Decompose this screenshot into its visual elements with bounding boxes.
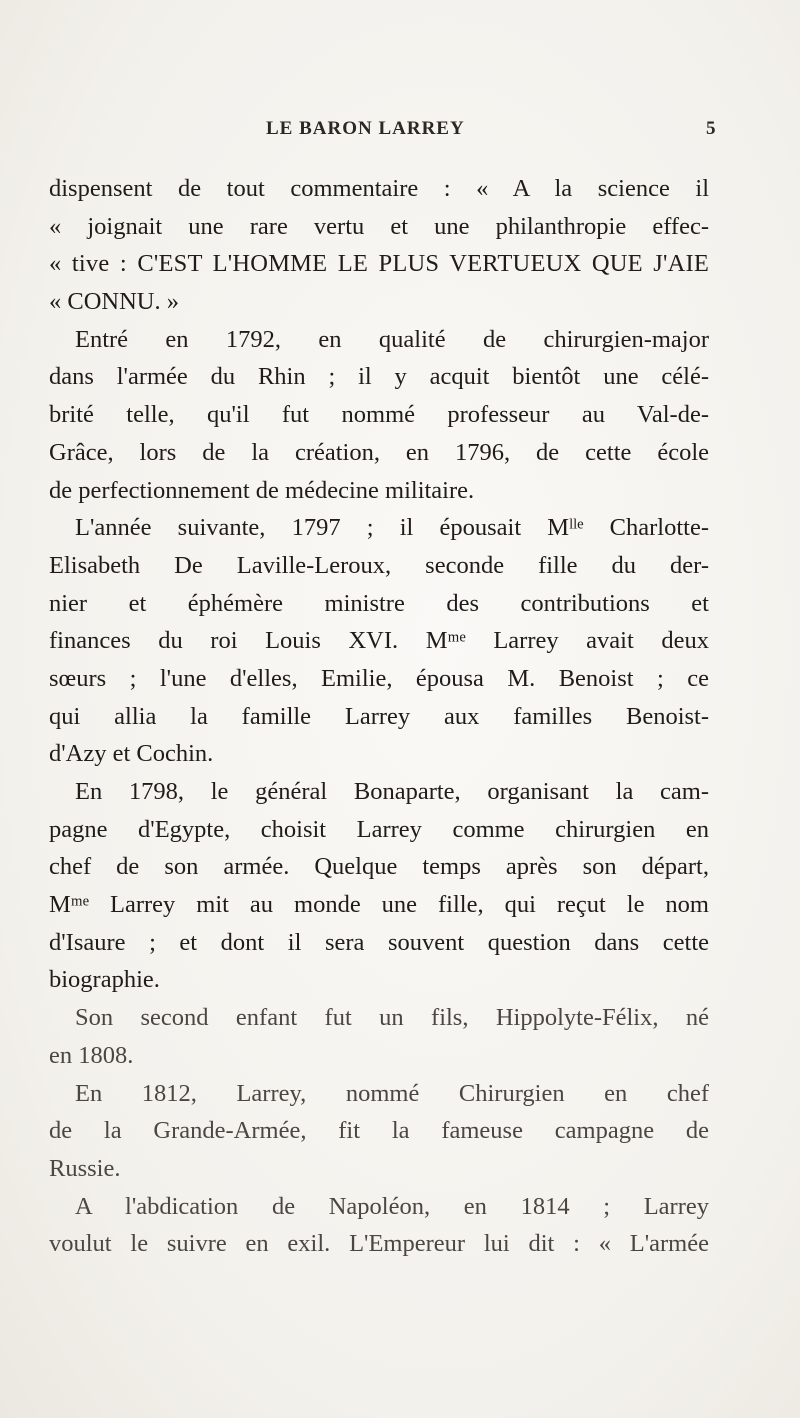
text-line: sœurs ; l'une d'elles, Emilie, épousa M. Benoist ; ce xyxy=(49,664,709,692)
text-line: chef de son armée. Quelque temps après son départ, xyxy=(49,853,709,881)
body-text xyxy=(49,170,709,1263)
text-line: finances du roi Louis XVI. Mᵐᵉ Larrey avait deux xyxy=(49,627,709,655)
text-line: qui allia la famille Larrey aux familles Benoist- xyxy=(49,702,709,730)
text-line: Russie. xyxy=(49,1154,121,1182)
text-line: Mᵐᵉ Larrey mit au monde une fille, qui reçut le nom xyxy=(49,891,709,919)
text-line: d'Azy et Cochin. xyxy=(49,740,214,768)
text-line: Grâce, lors de la création, en 1796, de cette école xyxy=(49,438,709,466)
text-line: En 1812, Larrey, nommé Chirurgien en chef xyxy=(75,1079,709,1107)
text-line: nier et éphémère ministre des contributions et xyxy=(49,589,709,617)
text-line: dispensent de tout commentaire : « A la science il xyxy=(49,175,709,202)
text-line: voulut le suivre en exil. L'Empereur lui dit : « L'armée xyxy=(49,1230,709,1258)
text-line: en 1808. xyxy=(49,1041,134,1069)
text-line: Elisabeth De Laville-Leroux, seconde fille du der- xyxy=(49,551,709,579)
text-line: En 1798, le général Bonaparte, organisant la cam- xyxy=(75,778,709,805)
text-line: Son second enfant fut un fils, Hippolyte-Félix, né xyxy=(75,1004,709,1032)
text-line: brité telle, qu'il fut nommé professeur au Val-de- xyxy=(49,401,709,429)
text-line: « CONNU. » xyxy=(49,288,179,316)
page-number: 5 xyxy=(706,118,716,139)
text-line: « tive : C'EST L'HOMME LE PLUS VERTUEUX QUE J'AIE xyxy=(49,250,709,278)
text-line: de la Grande-Armée, fit la fameuse campagne de xyxy=(49,1117,709,1145)
page-header xyxy=(0,118,800,148)
text-line: pagne d'Egypte, choisit Larrey comme chirurgien en xyxy=(49,815,709,843)
text-line: biographie. xyxy=(49,966,160,994)
text-line: d'Isaure ; et dont il sera souvent question dans cette xyxy=(49,928,709,956)
text-line: A l'abdication de Napoléon, en 1814 ; Larrey xyxy=(75,1192,709,1220)
text-line: Entré en 1792, en qualité de chirurgien-major xyxy=(75,325,709,353)
running-head: LE BARON LARREY xyxy=(266,118,465,139)
text-line: « joignait une rare vertu et une philanthropie effec- xyxy=(49,212,709,240)
text-line: L'année suivante, 1797 ; il épousait Mˡˡᵉ Charlotte- xyxy=(75,514,709,542)
text-line: dans l'armée du Rhin ; il y acquit bientôt une célé- xyxy=(49,363,709,391)
text-line: de perfectionnement de médecine militaire. xyxy=(49,476,475,504)
